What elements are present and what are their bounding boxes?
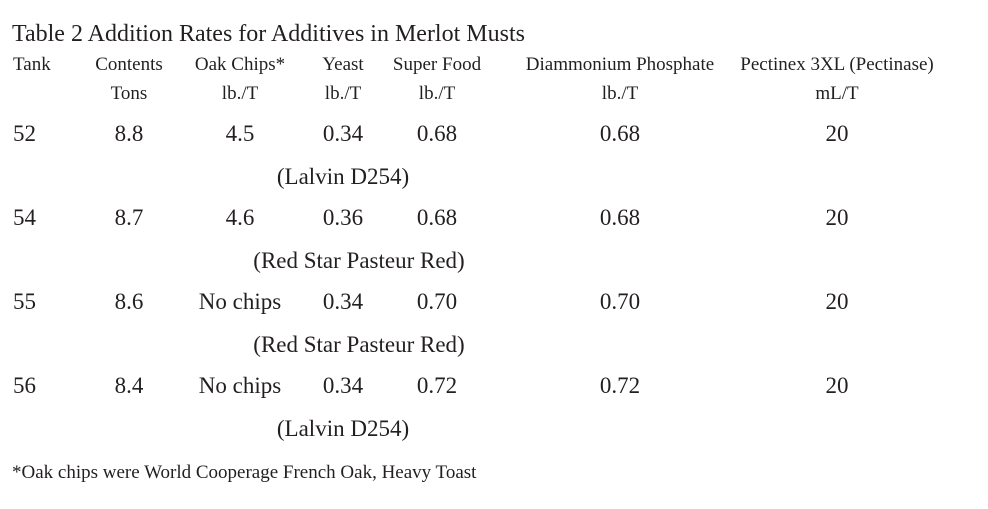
unit-oak-chips: lb./T <box>221 83 259 104</box>
cell-contents: 8.6 <box>114 289 144 314</box>
cell-contents: 8.4 <box>114 373 144 398</box>
cell-pectinex: 20 <box>825 205 849 230</box>
unit-contents: Tons <box>110 83 148 104</box>
cell-tank: 55 <box>13 289 36 314</box>
cell-yeast-strain: (Lalvin D254) <box>276 164 410 189</box>
unit-dap: lb./T <box>601 83 639 104</box>
cell-yeast-strain: (Red Star Pasteur Red) <box>253 332 465 357</box>
cell-tank: 56 <box>13 373 36 398</box>
cell-yeast: 0.34 <box>322 121 364 146</box>
unit-yeast: lb./T <box>324 83 362 104</box>
header-contents: Contents <box>95 54 163 75</box>
unit-super-food: lb./T <box>418 83 456 104</box>
cell-pectinex: 20 <box>825 121 849 146</box>
cell-tank: 52 <box>13 121 36 146</box>
cell-yeast-strain: (Red Star Pasteur Red) <box>253 248 465 273</box>
cell-super-food: 0.70 <box>416 289 458 314</box>
cell-dap: 0.70 <box>599 289 641 314</box>
cell-oak-chips: 4.5 <box>225 121 255 146</box>
cell-oak-chips: No chips <box>198 289 282 314</box>
cell-pectinex: 20 <box>825 373 849 398</box>
cell-super-food: 0.72 <box>416 373 458 398</box>
cell-yeast: 0.34 <box>322 373 364 398</box>
header-dap: Diammonium Phosphate <box>525 54 715 75</box>
unit-pectinex: mL/T <box>815 83 859 104</box>
header-oak-chips: Oak Chips* <box>194 54 286 75</box>
cell-dap: 0.68 <box>599 121 641 146</box>
cell-yeast-strain: (Lalvin D254) <box>276 416 410 441</box>
cell-dap: 0.72 <box>599 373 641 398</box>
cell-dap: 0.68 <box>599 205 641 230</box>
header-tank: Tank <box>13 54 51 75</box>
cell-tank: 54 <box>13 205 36 230</box>
cell-super-food: 0.68 <box>416 121 458 146</box>
table-title: Table 2 Addition Rates for Additives in Merlot Musts <box>12 21 525 47</box>
header-super-food: Super Food <box>392 54 482 75</box>
cell-contents: 8.7 <box>114 205 144 230</box>
cell-super-food: 0.68 <box>416 205 458 230</box>
cell-contents: 8.8 <box>114 121 144 146</box>
cell-oak-chips: No chips <box>198 373 282 398</box>
cell-pectinex: 20 <box>825 289 849 314</box>
header-pectinex: Pectinex 3XL (Pectinase) <box>740 54 934 75</box>
table-footnote: *Oak chips were World Cooperage French Oak, Heavy Toast <box>12 462 477 483</box>
cell-yeast: 0.36 <box>322 205 364 230</box>
header-yeast: Yeast <box>322 54 364 75</box>
cell-oak-chips: 4.6 <box>225 205 255 230</box>
cell-yeast: 0.34 <box>322 289 364 314</box>
